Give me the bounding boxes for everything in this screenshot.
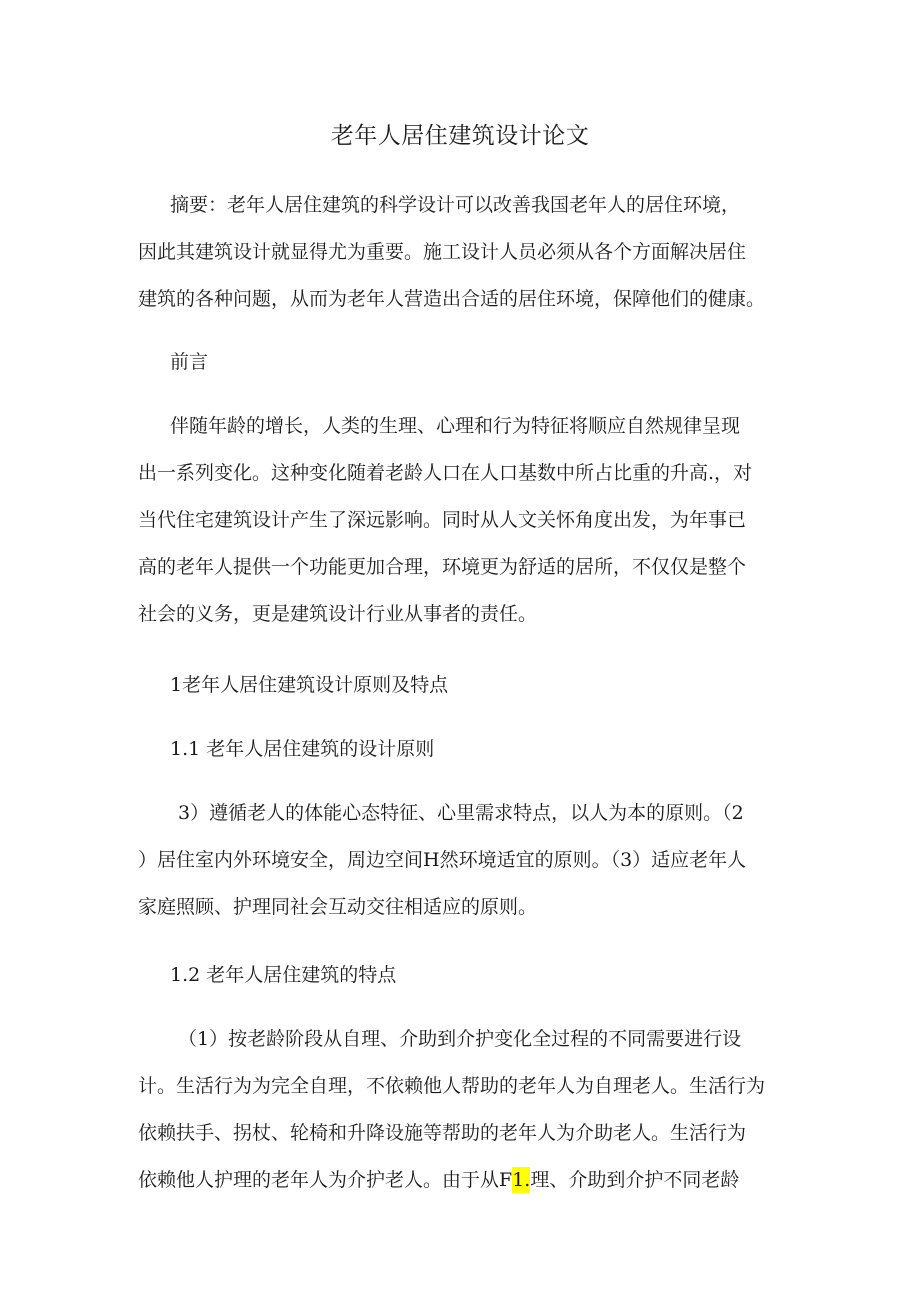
- document-title: 老年人居住建筑设计论文: [330, 123, 590, 149]
- abstract-paragraph: [138, 182, 798, 323]
- preface-heading-text: 前言: [170, 351, 209, 373]
- features-paragraph: [138, 1016, 798, 1204]
- features-line-last-after: 理、介助到介护不同老龄: [530, 1169, 740, 1191]
- section-1-heading: [138, 662, 798, 709]
- abstract-line: 建筑的各种问题，从而为老年人营造出合适的居住环境，保障他们的健康。: [138, 288, 766, 310]
- preface-line: 伴随年龄的增长，人类的生理、心理和行为特征将顺应自然规律呈现: [170, 415, 741, 437]
- principles-line: 家庭照顾、护理同社会互动交往相适应的原则。: [138, 896, 538, 918]
- features-line-last: [138, 1157, 798, 1204]
- preface-heading: [138, 339, 798, 386]
- preface-line: 社会的义务，更是建筑设计行业从事者的责任。: [138, 603, 538, 625]
- principles-line: 3）遵循老人的体能心态特征、心里需求特点，以人为本的原则。（2: [178, 802, 744, 824]
- highlighted-text: 1.: [512, 1169, 531, 1191]
- principles-paragraph: [138, 790, 798, 931]
- preface-line: 当代住宅建筑设计产生了深远影响。同时从人文关怀角度出发，为年事已: [138, 509, 747, 531]
- preface-line: 高的老年人提供一个功能更加合理，环境更为舒适的居所，不仅仅是整个: [138, 556, 747, 578]
- section-1-1-heading-text: 1.1 老年人居住建筑的设计原则: [170, 738, 435, 760]
- preface-line: 出一系列变化。这种变化随着老龄人口在人口基数中所占比重的升高.，对: [138, 462, 753, 484]
- features-line: 计。生活行为为完全自理，不依赖他人帮助的老年人为自理老人。生活行为: [138, 1075, 766, 1097]
- abstract-line: 摘要：老年人居住建筑的科学设计可以改善我国老年人的居住环境，: [170, 194, 741, 216]
- preface-paragraph: [138, 403, 798, 638]
- section-1-2-heading-text: 1.2 老年人居住建筑的特点: [170, 964, 397, 986]
- principles-line: ）居住室内外环境安全，周边空间H然环境适宜的原则。（3）适应老年人: [138, 849, 747, 871]
- features-line-last-before: 依赖他人护理的老年人为介护老人。由于从F: [138, 1169, 513, 1191]
- section-1-2-heading: [138, 952, 798, 999]
- features-line: （1）按老龄阶段从自理、介助到介护变化全过程的不同需要进行设: [178, 1028, 742, 1050]
- abstract-line: 因此其建筑设计就显得尤为重要。施工设计人员必须从各个方面解决居住: [138, 241, 747, 263]
- features-line: 依赖扶手、拐杖、轮椅和升降设施等帮助的老年人为介助老人。生活行为: [138, 1122, 747, 1144]
- section-1-1-heading: [138, 726, 798, 773]
- section-1-heading-text: 1老年人居住建筑设计原则及特点: [170, 674, 449, 696]
